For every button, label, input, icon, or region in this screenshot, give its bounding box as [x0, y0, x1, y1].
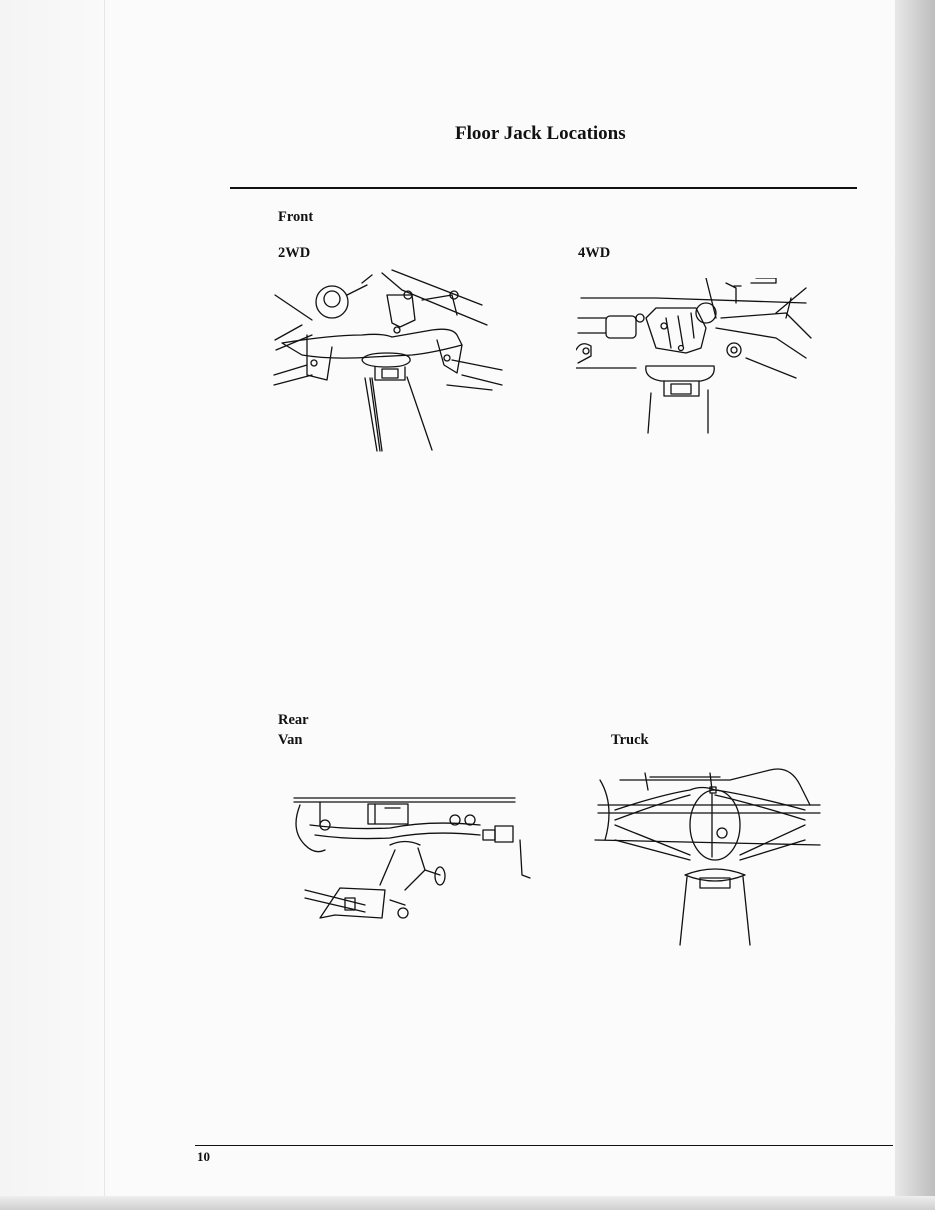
label-van: Van: [278, 732, 303, 748]
scan-edge-shade: [895, 0, 935, 1210]
footer-divider: [195, 1145, 893, 1146]
label-2wd: 2WD: [278, 245, 311, 261]
rear-heading: Rear: [278, 712, 309, 728]
illustration-2wd-front-jack-point: [272, 265, 512, 455]
scan-bottom-shade: [0, 1196, 935, 1210]
page-title: Floor Jack Locations: [455, 123, 626, 144]
label-4wd: 4WD: [578, 245, 611, 261]
title-divider: [230, 187, 857, 189]
illustration-van-rear-jack-point: [290, 790, 535, 925]
front-heading: Front: [278, 209, 314, 225]
page-fold-line: [104, 0, 105, 1210]
label-truck: Truck: [611, 732, 649, 748]
page-number: 10: [197, 1149, 210, 1164]
illustration-4wd-front-jack-point: [576, 278, 816, 438]
page-gutter-shade: [0, 0, 110, 1210]
illustration-truck-rear-jack-point: [590, 765, 825, 950]
